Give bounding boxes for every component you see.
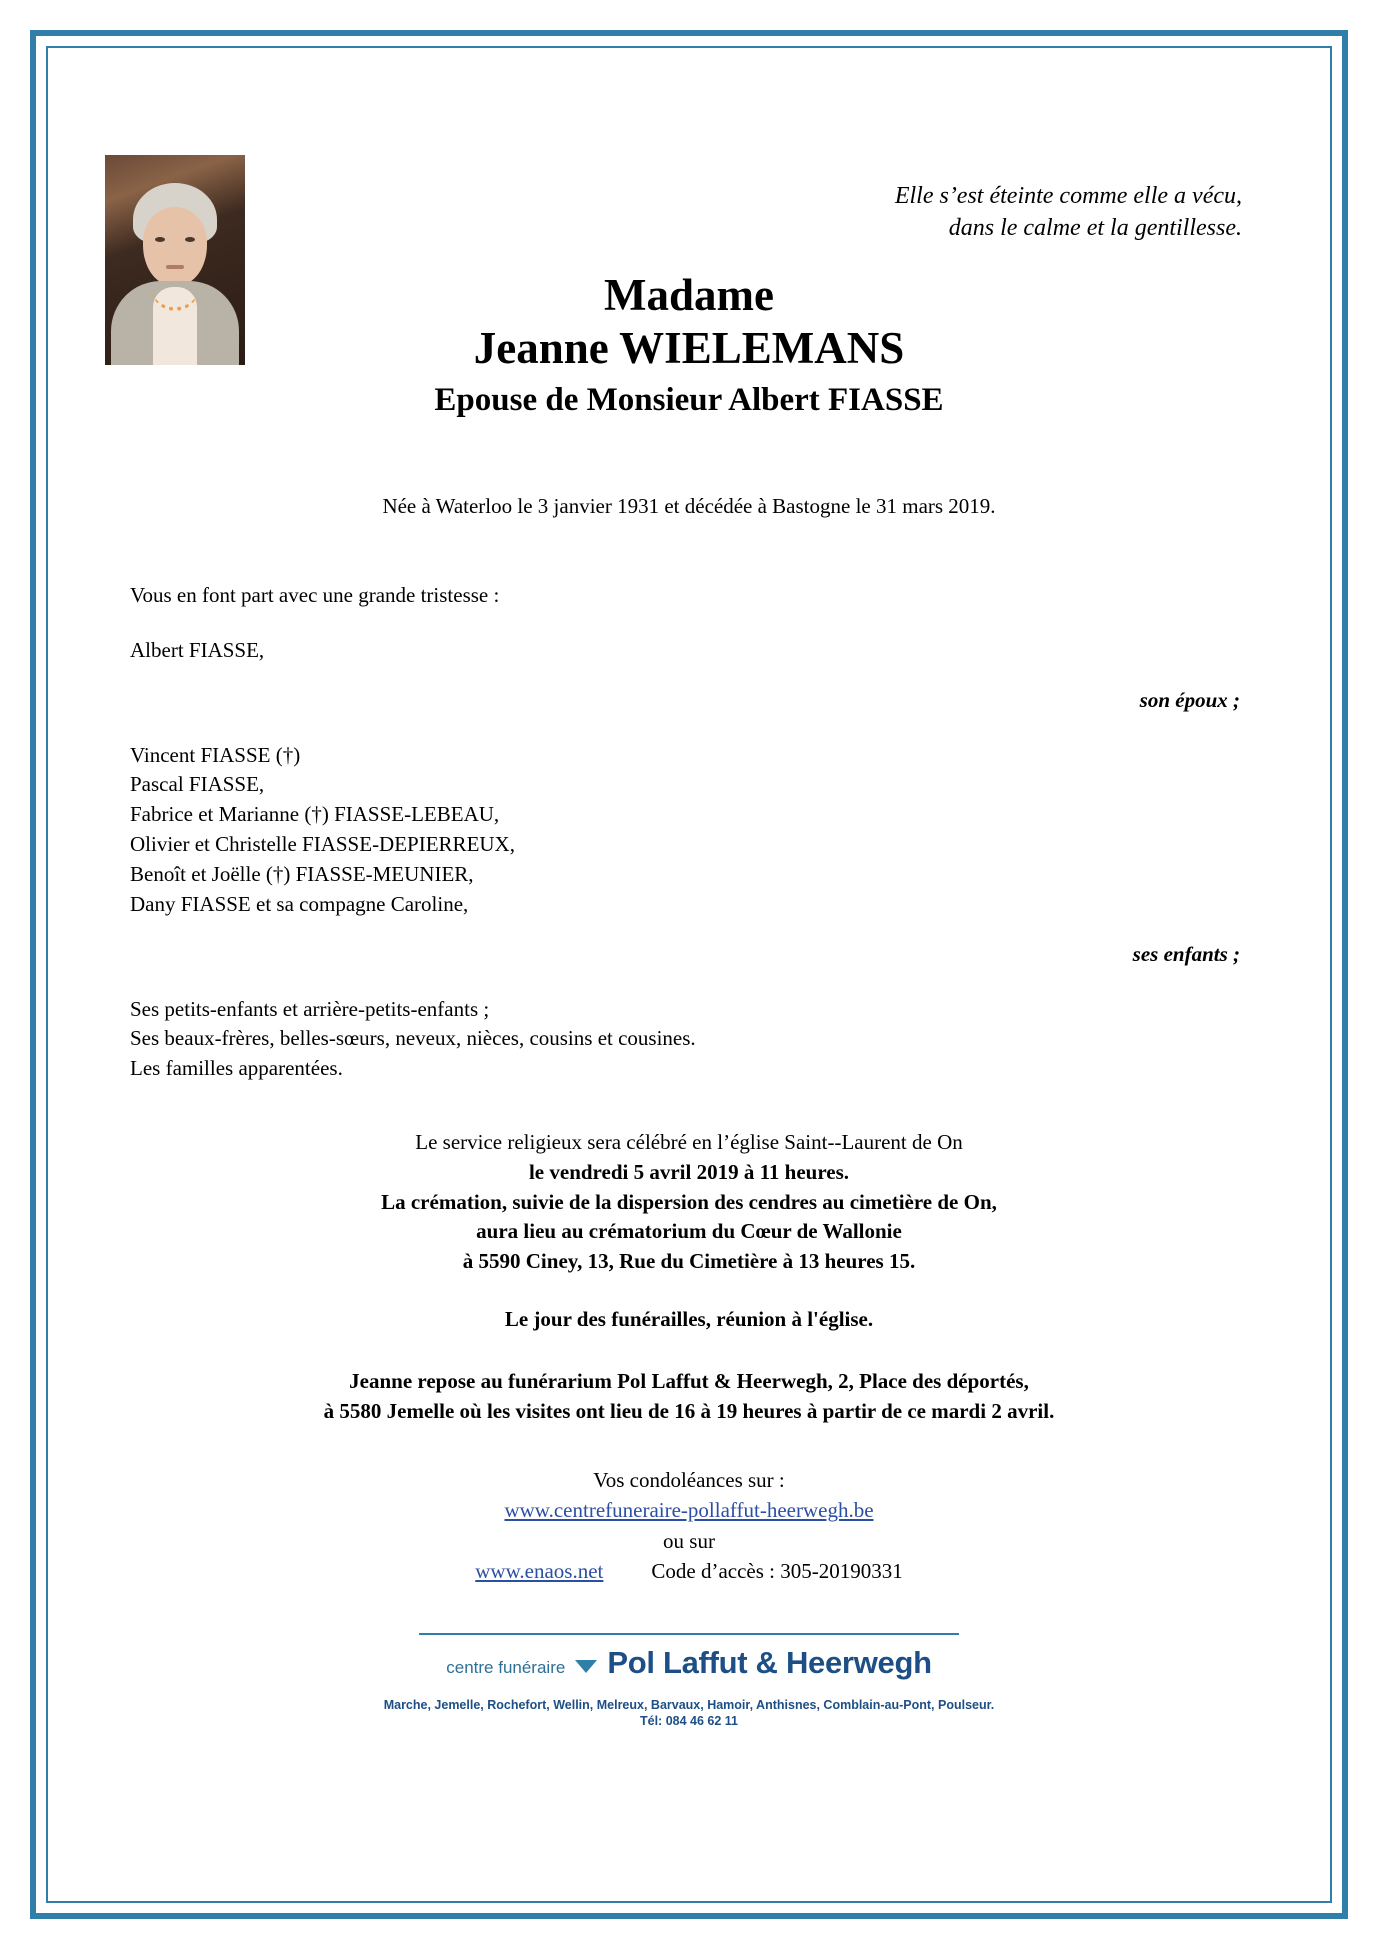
- footer: [130, 1633, 1248, 1728]
- announcement-intro: Vous en font part avec une grande tristesse :: [130, 582, 500, 607]
- spouse-name: Albert FIASSE,: [130, 637, 265, 662]
- deceased-title: Madame: [604, 269, 774, 320]
- service-line-3: La crémation, suivie de la dispersion des cendres au cimetière de On,: [381, 1189, 997, 1214]
- list-item: Fabrice et Marianne (†) FIASSE-LEBEAU,: [130, 802, 500, 827]
- footer-divider: [419, 1633, 959, 1635]
- epitaph: [130, 180, 1242, 245]
- other-relatives: [130, 995, 1248, 1084]
- repose-line-2: à 5580 Jemelle où les visites ont lieu de 16 à 19 heures à partir de ce mardi 2 avril.: [323, 1399, 1055, 1424]
- condolences-or: ou sur: [663, 1528, 715, 1553]
- birth-death-line: Née à Waterloo le 3 janvier 1931 et décédée à Bastogne le 31 mars 2019.: [382, 493, 996, 518]
- repose-line-1: Jeanne repose au funérarium Pol Laffut & Heerwegh, 2, Place des déportés,: [349, 1369, 1029, 1394]
- funeral-home-logo: [130, 1645, 1248, 1695]
- portrait-mouth: [166, 265, 184, 269]
- service-line-5: à 5590 Ciney, 13, Rue du Cimetière à 13 heures 15.: [462, 1249, 916, 1274]
- list-item: Les familles apparentées.: [130, 1056, 343, 1081]
- footer-towns: Marche, Jemelle, Rochefort, Wellin, Melreux, Barvaux, Hamoir, Anthisnes, Comblain-au-Pont, Poulseur.: [383, 1697, 995, 1712]
- deceased-name: Jeanne WIELEMANS: [473, 322, 905, 373]
- portrait-photo: [105, 155, 245, 365]
- condolences-access-code: Code d’accès : 305-20190331: [651, 1559, 903, 1584]
- brand-name: Pol Laffut & Heerwegh: [607, 1644, 932, 1680]
- children-role: ses enfants ;: [1132, 941, 1240, 966]
- brand-small-label: centre funéraire: [446, 1657, 566, 1677]
- list-item: Vincent FIASSE (†): [130, 742, 301, 767]
- portrait-face: [143, 207, 207, 285]
- deceased-spouse-line: Epouse de Monsieur Albert FIASSE: [434, 381, 944, 418]
- portrait-eye-left: [155, 237, 165, 242]
- list-item: Dany FIASSE et sa compagne Caroline,: [130, 891, 469, 916]
- footer-telephone: Tél: 084 46 62 11: [640, 1713, 738, 1728]
- children-list: [130, 741, 1248, 920]
- spouse-role: son époux ;: [1139, 687, 1240, 712]
- service-line-1: Le service religieux sera célébré en l’église Saint--Laurent de On: [415, 1129, 963, 1154]
- service-note: Le jour des funérailles, réunion à l'église.: [504, 1307, 874, 1332]
- list-item: Olivier et Christelle FIASSE-DEPIERREUX,: [130, 832, 515, 857]
- epitaph-line-1: Elle s’est éteinte comme elle a vécu,: [894, 183, 1242, 209]
- deceased-name-block: [130, 269, 1248, 422]
- list-item: Benoît et Joëlle (†) FIASSE-MEUNIER,: [130, 861, 474, 886]
- condolences-block: [130, 1465, 1248, 1587]
- service-line-4: aura lieu au crématorium du Cœur de Wallonie: [476, 1219, 902, 1244]
- repose-info: [130, 1366, 1248, 1427]
- portrait-image: [105, 155, 245, 365]
- condolences-secondary-link[interactable]: www.enaos.net: [475, 1559, 604, 1584]
- portrait-eye-right: [185, 237, 195, 242]
- condolences-primary-link[interactable]: www.centrefuneraire-pollaffut-heerwegh.be: [504, 1498, 874, 1523]
- epitaph-line-2: dans le calme et la gentillesse.: [948, 215, 1242, 242]
- list-item: Ses beaux-frères, belles-sœurs, neveux, nièces, cousins et cousines.: [130, 1026, 696, 1051]
- card-content: [60, 60, 1318, 1889]
- service-line-2: le vendredi 5 avril 2019 à 11 heures.: [528, 1159, 850, 1184]
- list-item: Pascal FIASSE,: [130, 772, 265, 797]
- service-details: [130, 1128, 1248, 1277]
- triangle-icon: [575, 1660, 597, 1673]
- condolences-label: Vos condoléances sur :: [593, 1467, 785, 1492]
- list-item: Ses petits-enfants et arrière-petits-enfants ;: [130, 996, 490, 1021]
